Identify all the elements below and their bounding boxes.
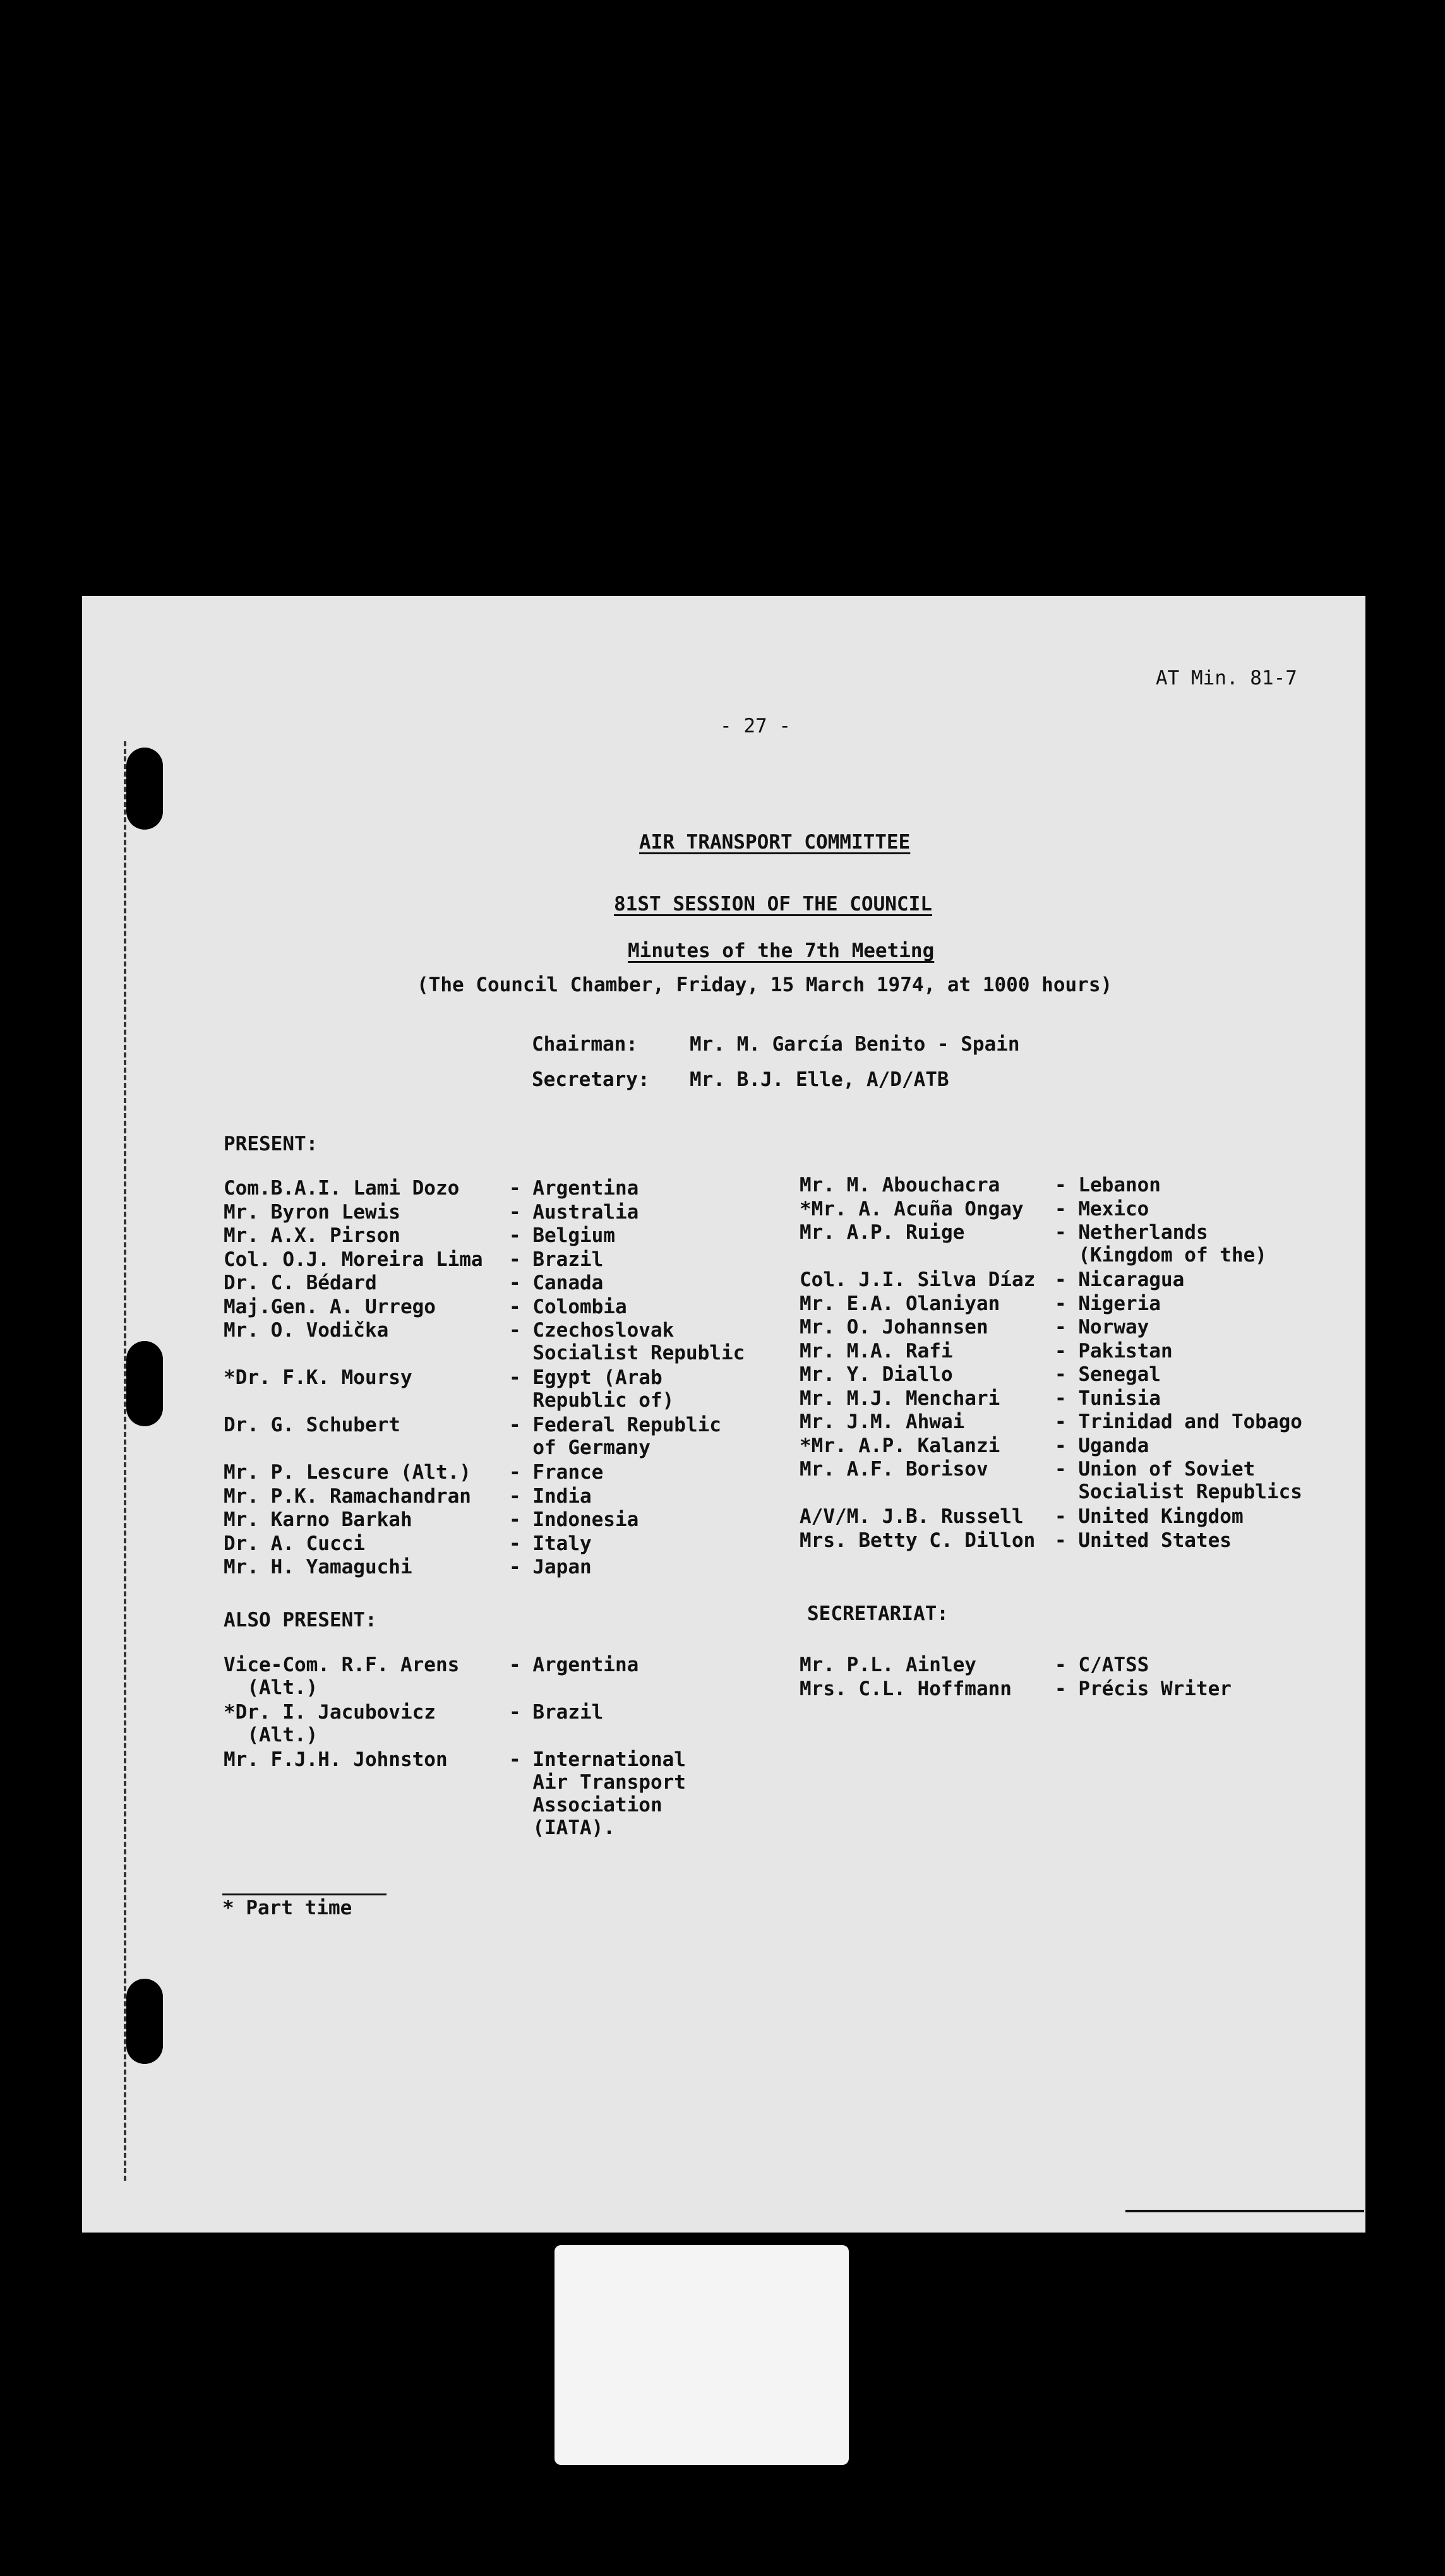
present-left-member-name: Mr. P. Lescure (Alt.) bbox=[224, 1461, 471, 1484]
present-right-member-country: - Netherlands (Kingdom of the) bbox=[1055, 1221, 1267, 1267]
present-right-member-country: - Uganda bbox=[1055, 1434, 1149, 1457]
also-present-heading: ALSO PRESENT: bbox=[224, 1609, 377, 1631]
present-left-member-name: *Dr. F.K. Moursy bbox=[224, 1366, 412, 1389]
secretariat-member-name: Mrs. C.L. Hoffmann bbox=[800, 1677, 1012, 1700]
present-left-member-country: - India bbox=[509, 1484, 592, 1508]
secretary-label: Secretary: bbox=[532, 1068, 650, 1091]
present-left-member-country: - Colombia bbox=[509, 1295, 627, 1318]
present-left-member-country: - Argentina bbox=[509, 1177, 639, 1200]
present-right-member-country: - Norway bbox=[1055, 1316, 1149, 1339]
also-present-member-name: Mr. F.J.H. Johnston bbox=[224, 1748, 448, 1771]
present-right-member-name: A/V/M. J.B. Russell bbox=[800, 1505, 1024, 1528]
present-right-member-name: Mr. A.F. Borisov bbox=[800, 1458, 988, 1481]
present-left-member-name: Maj.Gen. A. Urrego bbox=[224, 1295, 436, 1318]
chairman-name: Mr. M. García Benito - Spain bbox=[690, 1033, 1020, 1056]
present-right-member-name: Col. J.I. Silva Díaz bbox=[800, 1268, 1036, 1291]
present-left-member-country: - Japan bbox=[509, 1556, 592, 1578]
present-left-member-country: - Egypt (Arab Republic of) bbox=[509, 1366, 675, 1412]
present-right-member-name: Mr. M.J. Menchari bbox=[800, 1386, 1000, 1410]
secretary-name: Mr. B.J. Elle, A/D/ATB bbox=[690, 1068, 949, 1091]
present-right-member-country: - Tunisia bbox=[1055, 1386, 1161, 1410]
present-right-member-country: - Trinidad and Tobago bbox=[1055, 1410, 1302, 1433]
present-right-member-country: - Nicaragua bbox=[1055, 1268, 1185, 1291]
secretariat-member-name: Mr. P.L. Ainley bbox=[800, 1654, 976, 1676]
present-right-member-country: - United States bbox=[1055, 1529, 1232, 1552]
present-right-member-country: - Senegal bbox=[1055, 1363, 1161, 1386]
punch-hole bbox=[126, 1979, 163, 2064]
also-present-member-country: - International Air Transport Association (IATA). bbox=[509, 1748, 686, 1839]
present-left-member-country: - Belgium bbox=[509, 1224, 615, 1247]
secretariat-heading: SECRETARIAT: bbox=[807, 1602, 949, 1625]
document-reference: AT Min. 81-7 bbox=[1156, 667, 1297, 689]
bottom-rule bbox=[1125, 2210, 1364, 2212]
present-right-member-name: *Mr. A.P. Kalanzi bbox=[800, 1434, 1000, 1457]
present-left-member-country: - France bbox=[509, 1461, 604, 1484]
present-right-member-country: - Union of Soviet Socialist Republics bbox=[1055, 1458, 1302, 1503]
present-right-member-name: Mr. J.M. Ahwai bbox=[800, 1410, 965, 1433]
present-right-member-country: - Mexico bbox=[1055, 1197, 1149, 1220]
present-left-member-country: - Czechoslovak Socialist Republic bbox=[509, 1319, 745, 1364]
meeting-venue: (The Council Chamber, Friday, 15 March 1974, at 1000 hours) bbox=[417, 974, 1113, 996]
present-left-member-country: - Indonesia bbox=[509, 1508, 639, 1531]
committee-title: AIR TRANSPORT COMMITTEE bbox=[639, 831, 911, 854]
present-right-member-country: - Lebanon bbox=[1055, 1174, 1161, 1196]
page-edge-mark bbox=[124, 741, 129, 2181]
present-left-member-country: - Brazil bbox=[509, 1248, 604, 1271]
present-right-member-name: Mr. M. Abouchacra bbox=[800, 1174, 1000, 1196]
present-left-member-name: Dr. C. Bédard bbox=[224, 1272, 377, 1294]
secretariat-member-role: - C/ATSS bbox=[1055, 1654, 1149, 1676]
also-present-member-name: *Dr. I. Jacubovicz (Alt.) bbox=[224, 1701, 436, 1746]
present-right-member-country: - Pakistan bbox=[1055, 1339, 1173, 1363]
film-tab bbox=[555, 2245, 849, 2465]
present-left-member-country: - Australia bbox=[509, 1200, 639, 1224]
also-present-member-country: - Brazil bbox=[509, 1701, 604, 1724]
page-number: - 27 - bbox=[720, 715, 791, 737]
also-present-member-name: Vice-Com. R.F. Arens (Alt.) bbox=[224, 1654, 460, 1699]
present-left-member-name: Mr. P.K. Ramachandran bbox=[224, 1484, 471, 1508]
also-present-member-country: - Argentina bbox=[509, 1654, 639, 1676]
present-left-member-name: Com.B.A.I. Lami Dozo bbox=[224, 1177, 460, 1200]
present-right-member-name: Mr. E.A. Olaniyan bbox=[800, 1292, 1000, 1315]
present-right-member-name: Mr. Y. Diallo bbox=[800, 1363, 953, 1386]
meeting-title: Minutes of the 7th Meeting bbox=[628, 939, 935, 962]
session-title: 81ST SESSION OF THE COUNCIL bbox=[614, 893, 932, 915]
present-heading: PRESENT: bbox=[224, 1133, 318, 1155]
present-left-member-name: Dr. A. Cucci bbox=[224, 1532, 365, 1555]
present-right-member-name: Mrs. Betty C. Dillon bbox=[800, 1529, 1036, 1552]
present-left-member-name: Mr. H. Yamaguchi bbox=[224, 1556, 412, 1578]
present-left-member-country: - Federal Republic of Germany bbox=[509, 1414, 721, 1459]
punch-hole bbox=[126, 1341, 163, 1426]
present-left-member-name: Dr. G. Schubert bbox=[224, 1414, 400, 1436]
present-left-member-country: - Canada bbox=[509, 1272, 604, 1294]
footnote-rule bbox=[222, 1893, 387, 1895]
punch-hole bbox=[126, 748, 163, 830]
present-left-member-name: Mr. O. Vodička bbox=[224, 1319, 389, 1342]
present-right-member-country: - Nigeria bbox=[1055, 1292, 1161, 1315]
chairman-label: Chairman: bbox=[532, 1033, 638, 1056]
footnote: * Part time bbox=[222, 1897, 352, 1919]
document-page bbox=[82, 596, 1365, 2233]
secretariat-member-role: - Précis Writer bbox=[1055, 1677, 1232, 1700]
present-right-member-name: *Mr. A. Acuña Ongay bbox=[800, 1197, 1024, 1220]
present-left-member-name: Mr. A.X. Pirson bbox=[224, 1224, 400, 1247]
present-left-member-name: Col. O.J. Moreira Lima bbox=[224, 1248, 483, 1271]
present-right-member-country: - United Kingdom bbox=[1055, 1505, 1244, 1528]
present-right-member-name: Mr. M.A. Rafi bbox=[800, 1339, 953, 1363]
present-left-member-country: - Italy bbox=[509, 1532, 592, 1555]
present-left-member-name: Mr. Karno Barkah bbox=[224, 1508, 412, 1531]
present-left-member-name: Mr. Byron Lewis bbox=[224, 1200, 400, 1224]
present-right-member-name: Mr. O. Johannsen bbox=[800, 1316, 988, 1339]
present-right-member-name: Mr. A.P. Ruige bbox=[800, 1221, 965, 1244]
